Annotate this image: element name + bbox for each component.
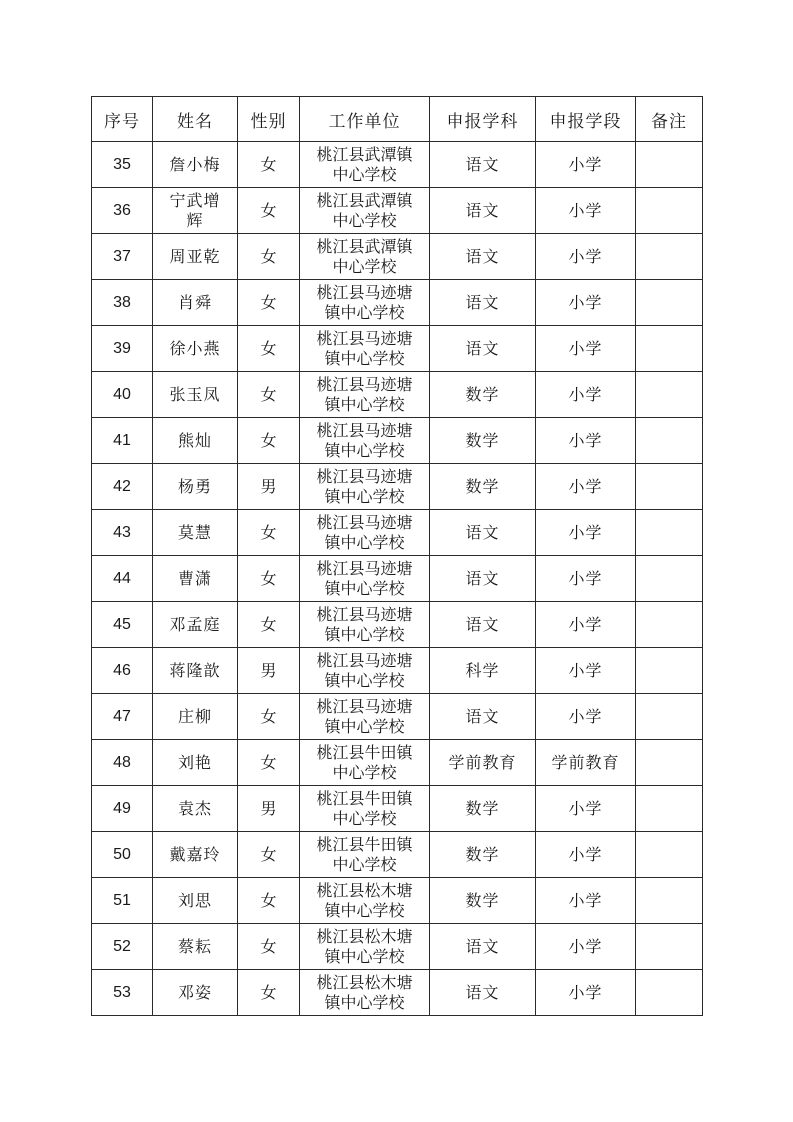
work-unit-line: 镇中心学校 — [324, 992, 405, 1012]
serial-number-cell: 46 — [92, 648, 153, 694]
name-cell: 邓孟庭 — [153, 602, 238, 648]
work-unit-cell — [300, 556, 430, 602]
work-unit-line: 桃江县牛田镇 — [316, 742, 413, 762]
work-unit-line: 桃江县武潭镇 — [316, 144, 413, 164]
remarks-cell — [636, 326, 703, 372]
work-unit-line: 桃江县松木塘 — [316, 926, 413, 946]
work-unit-cell — [300, 418, 430, 464]
table-row — [92, 648, 703, 694]
subject-cell: 语文 — [430, 280, 536, 326]
name-cell: 庄柳 — [153, 694, 238, 740]
gender-cell: 男 — [238, 648, 300, 694]
work-unit-cell — [300, 234, 430, 280]
name-line: 宁武增 — [169, 190, 221, 210]
work-unit-line: 中心学校 — [332, 762, 397, 782]
header-stage: 申报学段 — [536, 97, 636, 142]
work-unit-cell — [300, 372, 430, 418]
stage-cell: 小学 — [536, 832, 636, 878]
work-unit-cell — [300, 786, 430, 832]
work-unit-cell — [300, 602, 430, 648]
work-unit-line: 镇中心学校 — [324, 900, 405, 920]
work-unit-cell — [300, 464, 430, 510]
table-row — [92, 418, 703, 464]
work-unit-line: 桃江县马迹塘 — [316, 374, 413, 394]
gender-cell: 男 — [238, 786, 300, 832]
serial-number-cell: 44 — [92, 556, 153, 602]
work-unit-line: 中心学校 — [332, 210, 397, 230]
stage-cell: 小学 — [536, 142, 636, 188]
stage-cell: 小学 — [536, 510, 636, 556]
work-unit-line: 镇中心学校 — [324, 440, 405, 460]
work-unit-line: 桃江县马迹塘 — [316, 696, 413, 716]
stage-cell: 小学 — [536, 280, 636, 326]
table-row — [92, 280, 703, 326]
header-row — [92, 97, 703, 142]
subject-cell: 语文 — [430, 234, 536, 280]
stage-cell: 小学 — [536, 418, 636, 464]
gender-cell: 女 — [238, 280, 300, 326]
table-row — [92, 188, 703, 234]
work-unit-line: 桃江县马迹塘 — [316, 420, 413, 440]
table-row — [92, 510, 703, 556]
serial-number-cell: 37 — [92, 234, 153, 280]
table-row — [92, 142, 703, 188]
work-unit-line: 桃江县马迹塘 — [316, 512, 413, 532]
header-name: 姓名 — [153, 97, 238, 142]
stage-cell: 小学 — [536, 326, 636, 372]
stage-cell: 小学 — [536, 188, 636, 234]
work-unit-line: 镇中心学校 — [324, 348, 405, 368]
table-row — [92, 464, 703, 510]
remarks-cell — [636, 556, 703, 602]
table-row — [92, 602, 703, 648]
remarks-cell — [636, 648, 703, 694]
work-unit-line: 桃江县马迹塘 — [316, 328, 413, 348]
header-serial-number: 序号 — [92, 97, 153, 142]
work-unit-cell — [300, 924, 430, 970]
name-cell: 刘艳 — [153, 740, 238, 786]
serial-number-cell: 43 — [92, 510, 153, 556]
serial-number-cell: 42 — [92, 464, 153, 510]
work-unit-line: 桃江县牛田镇 — [316, 788, 413, 808]
subject-cell: 语文 — [430, 970, 536, 1016]
table-row — [92, 372, 703, 418]
serial-number-cell: 53 — [92, 970, 153, 1016]
work-unit-line: 镇中心学校 — [324, 302, 405, 322]
work-unit-line: 镇中心学校 — [324, 532, 405, 552]
work-unit-line: 桃江县马迹塘 — [316, 604, 413, 624]
work-unit-line: 桃江县马迹塘 — [316, 466, 413, 486]
gender-cell: 女 — [238, 372, 300, 418]
name-cell — [153, 188, 238, 234]
remarks-cell — [636, 786, 703, 832]
work-unit-line: 镇中心学校 — [324, 394, 405, 414]
subject-cell: 语文 — [430, 556, 536, 602]
subject-cell: 语文 — [430, 326, 536, 372]
table-row — [92, 832, 703, 878]
gender-cell: 女 — [238, 970, 300, 1016]
remarks-cell — [636, 234, 703, 280]
serial-number-cell: 48 — [92, 740, 153, 786]
remarks-cell — [636, 832, 703, 878]
table-row — [92, 786, 703, 832]
subject-cell: 学前教育 — [430, 740, 536, 786]
gender-cell: 女 — [238, 740, 300, 786]
work-unit-cell — [300, 280, 430, 326]
table-row — [92, 556, 703, 602]
name-cell: 杨勇 — [153, 464, 238, 510]
serial-number-cell: 50 — [92, 832, 153, 878]
gender-cell: 女 — [238, 142, 300, 188]
name-cell: 詹小梅 — [153, 142, 238, 188]
work-unit-line: 桃江县松木塘 — [316, 880, 413, 900]
stage-cell: 小学 — [536, 694, 636, 740]
subject-cell: 语文 — [430, 188, 536, 234]
work-unit-line: 镇中心学校 — [324, 670, 405, 690]
remarks-cell — [636, 372, 703, 418]
serial-number-cell: 51 — [92, 878, 153, 924]
stage-cell: 小学 — [536, 234, 636, 280]
applicant-table — [91, 96, 703, 1016]
remarks-cell — [636, 418, 703, 464]
work-unit-cell — [300, 142, 430, 188]
table-row — [92, 326, 703, 372]
name-cell: 肖舜 — [153, 280, 238, 326]
work-unit-cell — [300, 326, 430, 372]
stage-cell: 小学 — [536, 970, 636, 1016]
gender-cell: 女 — [238, 326, 300, 372]
remarks-cell — [636, 188, 703, 234]
gender-cell: 男 — [238, 464, 300, 510]
work-unit-cell — [300, 648, 430, 694]
work-unit-line: 镇中心学校 — [324, 486, 405, 506]
subject-cell: 数学 — [430, 372, 536, 418]
remarks-cell — [636, 602, 703, 648]
name-cell: 莫慧 — [153, 510, 238, 556]
stage-cell: 小学 — [536, 556, 636, 602]
name-cell: 戴嘉玲 — [153, 832, 238, 878]
work-unit-line: 镇中心学校 — [324, 946, 405, 966]
subject-cell: 科学 — [430, 648, 536, 694]
work-unit-cell — [300, 188, 430, 234]
work-unit-line: 中心学校 — [332, 256, 397, 276]
name-cell: 张玉凤 — [153, 372, 238, 418]
table-row — [92, 234, 703, 280]
gender-cell: 女 — [238, 924, 300, 970]
name-cell: 蔡耘 — [153, 924, 238, 970]
remarks-cell — [636, 924, 703, 970]
subject-cell: 语文 — [430, 924, 536, 970]
subject-cell: 数学 — [430, 878, 536, 924]
work-unit-cell — [300, 832, 430, 878]
remarks-cell — [636, 142, 703, 188]
work-unit-line: 桃江县马迹塘 — [316, 558, 413, 578]
remarks-cell — [636, 280, 703, 326]
subject-cell: 数学 — [430, 832, 536, 878]
stage-cell: 小学 — [536, 924, 636, 970]
table-row — [92, 924, 703, 970]
remarks-cell — [636, 878, 703, 924]
table-row — [92, 740, 703, 786]
subject-cell: 语文 — [430, 694, 536, 740]
subject-cell: 语文 — [430, 602, 536, 648]
work-unit-line: 桃江县松木塘 — [316, 972, 413, 992]
name-cell: 邓姿 — [153, 970, 238, 1016]
work-unit-cell — [300, 878, 430, 924]
serial-number-cell: 40 — [92, 372, 153, 418]
work-unit-cell — [300, 740, 430, 786]
remarks-cell — [636, 464, 703, 510]
serial-number-cell: 38 — [92, 280, 153, 326]
gender-cell: 女 — [238, 878, 300, 924]
name-cell: 周亚乾 — [153, 234, 238, 280]
work-unit-line: 桃江县马迹塘 — [316, 650, 413, 670]
name-cell: 刘思 — [153, 878, 238, 924]
name-cell: 熊灿 — [153, 418, 238, 464]
serial-number-cell: 39 — [92, 326, 153, 372]
work-unit-line: 桃江县武潭镇 — [316, 190, 413, 210]
remarks-cell — [636, 740, 703, 786]
table-row — [92, 694, 703, 740]
header-remarks: 备注 — [636, 97, 703, 142]
work-unit-cell — [300, 694, 430, 740]
stage-cell: 小学 — [536, 878, 636, 924]
subject-cell: 数学 — [430, 418, 536, 464]
stage-cell: 小学 — [536, 648, 636, 694]
serial-number-cell: 36 — [92, 188, 153, 234]
stage-cell: 小学 — [536, 372, 636, 418]
subject-cell: 数学 — [430, 464, 536, 510]
header-subject: 申报学科 — [430, 97, 536, 142]
stage-cell: 小学 — [536, 464, 636, 510]
work-unit-line: 桃江县马迹塘 — [316, 282, 413, 302]
gender-cell: 女 — [238, 234, 300, 280]
gender-cell: 女 — [238, 694, 300, 740]
table-row — [92, 878, 703, 924]
stage-cell: 学前教育 — [536, 740, 636, 786]
remarks-cell — [636, 510, 703, 556]
subject-cell: 语文 — [430, 510, 536, 556]
remarks-cell — [636, 694, 703, 740]
header-work-unit: 工作单位 — [300, 97, 430, 142]
serial-number-cell: 35 — [92, 142, 153, 188]
work-unit-line: 镇中心学校 — [324, 624, 405, 644]
serial-number-cell: 52 — [92, 924, 153, 970]
remarks-cell — [636, 970, 703, 1016]
work-unit-line: 镇中心学校 — [324, 716, 405, 736]
serial-number-cell: 45 — [92, 602, 153, 648]
name-line: 辉 — [186, 210, 204, 230]
work-unit-cell — [300, 970, 430, 1016]
gender-cell: 女 — [238, 602, 300, 648]
gender-cell: 女 — [238, 188, 300, 234]
serial-number-cell: 41 — [92, 418, 153, 464]
subject-cell: 语文 — [430, 142, 536, 188]
work-unit-line: 桃江县武潭镇 — [316, 236, 413, 256]
work-unit-line: 镇中心学校 — [324, 578, 405, 598]
stage-cell: 小学 — [536, 786, 636, 832]
table-row — [92, 970, 703, 1016]
gender-cell: 女 — [238, 832, 300, 878]
gender-cell: 女 — [238, 418, 300, 464]
work-unit-line: 中心学校 — [332, 808, 397, 828]
name-cell: 徐小燕 — [153, 326, 238, 372]
name-cell: 曹潇 — [153, 556, 238, 602]
work-unit-line: 中心学校 — [332, 854, 397, 874]
serial-number-cell: 49 — [92, 786, 153, 832]
stage-cell: 小学 — [536, 602, 636, 648]
name-cell: 蒋隆歆 — [153, 648, 238, 694]
work-unit-line: 桃江县牛田镇 — [316, 834, 413, 854]
work-unit-cell — [300, 510, 430, 556]
work-unit-line: 中心学校 — [332, 164, 397, 184]
serial-number-cell: 47 — [92, 694, 153, 740]
gender-cell: 女 — [238, 510, 300, 556]
subject-cell: 数学 — [430, 786, 536, 832]
header-gender: 性别 — [238, 97, 300, 142]
gender-cell: 女 — [238, 556, 300, 602]
name-cell: 袁杰 — [153, 786, 238, 832]
